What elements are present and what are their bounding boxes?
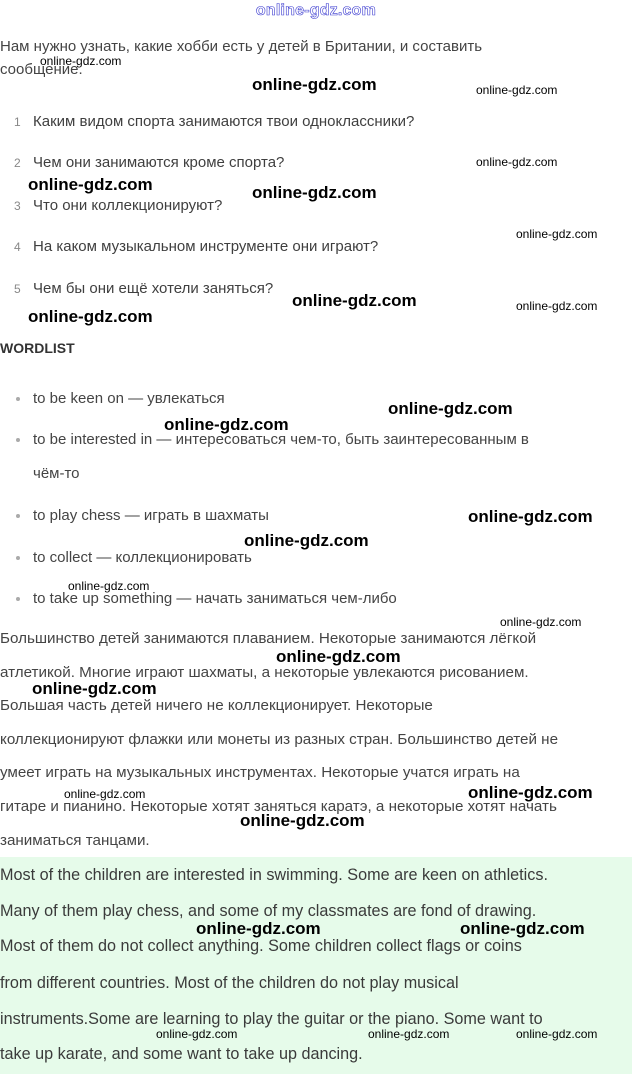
watermark: online-gdz.com [156, 1027, 238, 1041]
watermark: online-gdz.com [64, 787, 146, 801]
watermark: online-gdz.com [164, 415, 289, 434]
watermark: online-gdz.com [240, 811, 365, 830]
russian-line: умеет играть на музыкальных инструментах. Некоторые учатся играть на [0, 764, 520, 782]
question-number: 5 [14, 282, 21, 296]
question-text: Чем они занимаются кроме спорта? [33, 154, 285, 171]
site-title: online-gdz.com [255, 2, 377, 19]
answer-line: instruments.Some are learning to play the guitar or the piano. Some want to [0, 1010, 543, 1028]
bullet-icon [16, 514, 20, 518]
watermark: online-gdz.com [476, 83, 558, 97]
russian-line: атлетикой. Многие играют шахматы, а некоторые увлекаются рисованием. [0, 663, 529, 681]
question-text: На каком музыкальном инструменте они играют? [33, 238, 379, 255]
answer-line: Most of the children are interested in swimming. Some are keen on athletics. [0, 866, 548, 884]
question-number: 1 [14, 115, 21, 129]
watermark: online-gdz.com [244, 531, 369, 550]
russian-line: заниматься танцами. [0, 831, 150, 849]
russian-line: коллекционируют флажки или монеты из разных стран. Большинство детей не [0, 730, 559, 748]
watermark: online-gdz.com [292, 291, 417, 310]
watermark: online-gdz.com [28, 307, 153, 326]
russian-line: гитаре и пианино. Некоторые хотят заняться каратэ, а некоторые хотят начать [0, 797, 557, 815]
question-number: 3 [14, 199, 21, 213]
wordlist-heading: WORDLIST [0, 340, 75, 356]
watermark: online-gdz.com [476, 155, 558, 169]
russian-line: Большая часть детей ничего не коллекционирует. Некоторые [0, 697, 433, 715]
wordlist-text: to play chess — играть в шахматы [33, 507, 269, 524]
watermark: online-gdz.com [516, 1027, 598, 1041]
bullet-icon [16, 397, 20, 401]
watermark: online-gdz.com [252, 183, 377, 202]
english-answer-block [0, 857, 632, 1074]
watermark: online-gdz.com [388, 399, 513, 418]
watermark: online-gdz.com [276, 647, 401, 666]
wordlist-text: to take up something — начать заниматься чем-либо [33, 590, 397, 607]
watermark: online-gdz.com [252, 75, 377, 94]
question-number: 2 [14, 156, 21, 170]
watermark: online-gdz.com [460, 919, 585, 938]
watermark: online-gdz.com [516, 299, 598, 313]
bullet-icon [16, 438, 20, 442]
wordlist-text: to collect — коллекционировать [33, 549, 252, 566]
wordlist-continuation: чём-то [33, 465, 80, 482]
watermark: online-gdz.com [28, 175, 153, 194]
question-text: Каким видом спорта занимаются твои одноклассники? [33, 113, 415, 130]
watermark: online-gdz.com [500, 615, 582, 629]
watermark: online-gdz.com [40, 54, 122, 68]
watermark: online-gdz.com [368, 1027, 450, 1041]
question-number: 4 [14, 240, 21, 254]
wordlist-text: to be interested in — интересоваться чем-то, быть заинтересованным в [33, 431, 529, 448]
answer-line: Many of them play chess, and some of my classmates are fond of drawing. [0, 902, 537, 920]
bullet-icon [16, 556, 20, 560]
watermark: online-gdz.com [468, 783, 593, 802]
watermark: online-gdz.com [32, 679, 157, 698]
wordlist-text: to be keen on — увлекаться [33, 390, 225, 407]
watermark: online-gdz.com [516, 227, 598, 241]
intro-line: Нам нужно узнать, какие хобби есть у детей в Британии, и составить [0, 38, 483, 55]
watermark: online-gdz.com [196, 919, 321, 938]
answer-line: take up karate, and some want to take up dancing. [0, 1045, 363, 1063]
watermark: online-gdz.com [68, 579, 150, 593]
intro-line: сообщение. [0, 61, 83, 78]
question-text: Что они коллекционируют? [33, 197, 223, 214]
question-text: Чем бы они ещё хотели заняться? [33, 280, 274, 297]
russian-line: Большинство детей занимаются плаванием. Некоторые занимаются лёгкой [0, 630, 537, 647]
answer-line: Most of them do not collect anything. Some children collect flags or coins [0, 937, 522, 955]
bullet-icon [16, 597, 20, 601]
watermark: online-gdz.com [468, 507, 593, 526]
answer-line: from different countries. Most of the children do not play musical [0, 974, 459, 992]
